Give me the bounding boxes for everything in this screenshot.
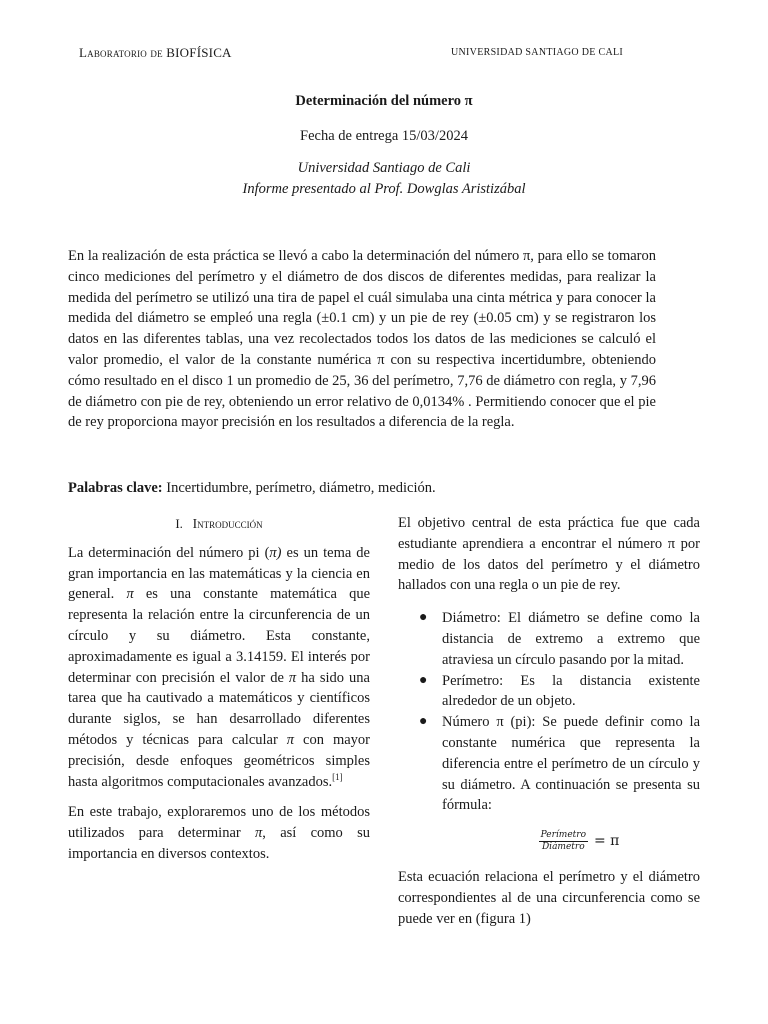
text-run: , así como su importancia en diversos contextos. [68, 825, 370, 862]
text-run: ha sido una tarea que ha cautivado a matemáticos y científicos durante siglos, se han desarrollado diferentes métodos y técnicas para calcular [68, 669, 370, 748]
list-item-text: Perímetro: Es la distancia existente alrededor de un objeto. [442, 672, 700, 710]
keywords-label: Palabras clave: [68, 480, 163, 496]
section-title: Introducción [192, 516, 263, 531]
report-recipient: Informe presentado al Prof. Dowglas Aristizábal [242, 181, 526, 197]
header-lab-prefix: Laboratorio de [79, 45, 167, 60]
text-run: con mayor precisión, desde enfoques geométricos simples hasta algoritmos computacionales avanzados. [68, 731, 370, 790]
document-title: Determinación del número π [295, 93, 473, 109]
header-lab-name: BIOFÍSICA [166, 45, 232, 60]
citation-reference[interactable]: [1] [332, 771, 343, 782]
university-name: Universidad Santiago de Cali [297, 160, 471, 176]
keywords [68, 480, 668, 497]
section-number: I. [175, 516, 183, 531]
right-column [398, 513, 700, 930]
pi-symbol: π [255, 825, 263, 842]
header-university: UNIVERSIDAD SANTIAGO DE CALI [451, 47, 623, 58]
abstract: En la realización de esta práctica se llevó a cabo la determinación del número π, para ello se tomaron cinco mediciones del perímetro y el diámetro de dos discos de diferentes medidas, para realizar la medida del perímetro se utilizó una tira de papel el cuál simulaba una cinta métrica y para conocer la medida del diámetro se empleó una regla (±0.1 cm) y un pie de rey (±0.05 cm) y se registraron los datos en las diferentes tablas, una vez recolectados todos los datos de las mediciones se calculó el valor promedio, el valor de la constante numérica π con su respectiva incertidumbre, obteniendo cómo resultado en el disco 1 un promedio de 25, 36 del perímetro, 7,76 de diámetro con regla, y 7,96 de diámetro con pie de rey, obteniendo un error relativo de 0,0134% . Permitiendo conocer que el pie de rey proporciona mayor precisión en los resultados a diferencia de la regla. [68, 248, 656, 431]
text-run: En este trabajo, exploraremos uno de los métodos utilizados para determinar [68, 804, 370, 842]
objective-paragraph: El objetivo central de esta práctica fue que cada estudiante aprendiera a encontrar el número π por medio de los datos del perímetro y el diámetro hallados con una regla o un pie de rey. [398, 515, 700, 594]
list-item-text: Diámetro: El diámetro se define como la distancia de extremo a extremo que atraviesa un círculo pasando por la mitad. [442, 610, 700, 668]
formula-fraction [539, 830, 588, 853]
formula-denominator: Diámetro [541, 842, 585, 853]
list-item [398, 671, 700, 713]
pi-symbol: π [288, 669, 297, 686]
list-item-text: Número π (pi): Se puede definir como la constante numérica que representa la diferencia entre el perímetro de un círculo y su diámetro. A continuación se presenta su fórmula: [442, 714, 700, 814]
text-run: es una constante matemática que representa la relación entre la circunferencia de un círculo y su diámetro. Esta constante, aproximadamente es igual a 3.14159. El interés por determinar con precisión el valor de [68, 586, 371, 686]
delivery-date: Fecha de entrega 15/03/2024 [300, 128, 468, 144]
formula-numerator: Perímetro [540, 830, 586, 841]
left-column [68, 514, 370, 865]
intro-paragraph-1 [68, 543, 370, 793]
pi-formula [458, 830, 700, 853]
formula-rhs: = π [593, 833, 620, 850]
definition-list [398, 608, 700, 816]
bullet-icon: ● [419, 714, 428, 730]
closing-paragraph: Esta ecuación relaciona el perímetro y el diámetro correspondientes al de una circunferencia como se puede ver en (figura 1) [398, 869, 700, 927]
text-run: La determinación del número pi ( [68, 544, 270, 561]
header-lab [79, 45, 232, 61]
list-item [398, 712, 700, 816]
pi-symbol: π [126, 586, 134, 603]
text-run: es un tema de gran importancia en las matemáticas y la ciencia en general. [68, 544, 370, 603]
pi-symbol: π [286, 731, 295, 748]
section-heading-introduction [68, 514, 370, 535]
keywords-text: Incertidumbre, perímetro, diámetro, medición. [162, 480, 436, 496]
intro-paragraph-2 [68, 802, 370, 864]
list-item [398, 608, 700, 670]
bullet-icon: ● [419, 610, 428, 626]
bullet-icon: ● [419, 672, 428, 688]
pi-symbol: π) [269, 544, 282, 561]
